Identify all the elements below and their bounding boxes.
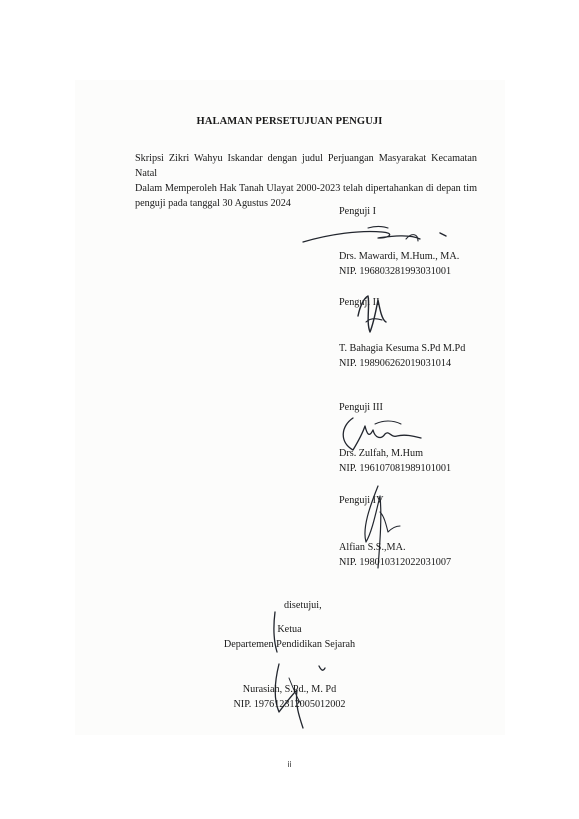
page-title: HALAMAN PERSETUJUAN PENGUJI: [196, 116, 383, 127]
examiner-1-role: Penguji I: [339, 206, 377, 217]
examiner-1-signature: [300, 222, 460, 252]
approval-signature: [265, 608, 345, 733]
examiner-3-nip: NIP. 196107081989101001: [339, 463, 452, 474]
examiner-2-signature: [352, 292, 392, 342]
examiner-1-name: Drs. Mawardi, M.Hum., MA.: [339, 251, 460, 262]
page-number: ii: [287, 760, 292, 769]
examiner-1-nip: NIP. 196803281993031001: [339, 266, 452, 277]
examiner-4-role: Penguji IV: [339, 495, 384, 506]
approval-name: Nurasiah, S.Pd., M. Pd: [242, 684, 337, 695]
approval-position: Ketua: [277, 624, 302, 635]
intro-paragraph: [135, 151, 477, 211]
examiner-3-name: Drs. Zulfah, M.Hum: [339, 448, 424, 459]
intro-line: penguji pada tanggal 30 Agustus 2024: [135, 198, 291, 209]
examiner-2-role: Penguji II: [339, 297, 380, 308]
examiner-3-role: Penguji III: [339, 402, 383, 413]
approval-department: Departemen Pendidikan Sejarah: [223, 639, 356, 650]
approval-nip: NIP. 197612312005012002: [233, 699, 346, 710]
examiner-2-name: T. Bahagia Kesuma S.Pd M.Pd: [339, 343, 466, 354]
approval-label: disetujui,: [284, 600, 322, 611]
examiner-4-nip: NIP. 198010312022031007: [339, 557, 452, 568]
examiner-2-nip: NIP. 198906262019031014: [339, 358, 452, 369]
intro-line: Skripsi Zikri Wahyu Iskandar dengan judul Perjuangan Masyarakat Kecamatan Natal: [135, 153, 477, 179]
intro-line: Dalam Memperoleh Hak Tanah Ulayat 2000-2023 telah dipertahankan di depan tim: [135, 183, 477, 194]
examiner-4-name: Alfian S.S.,MA.: [339, 542, 406, 553]
